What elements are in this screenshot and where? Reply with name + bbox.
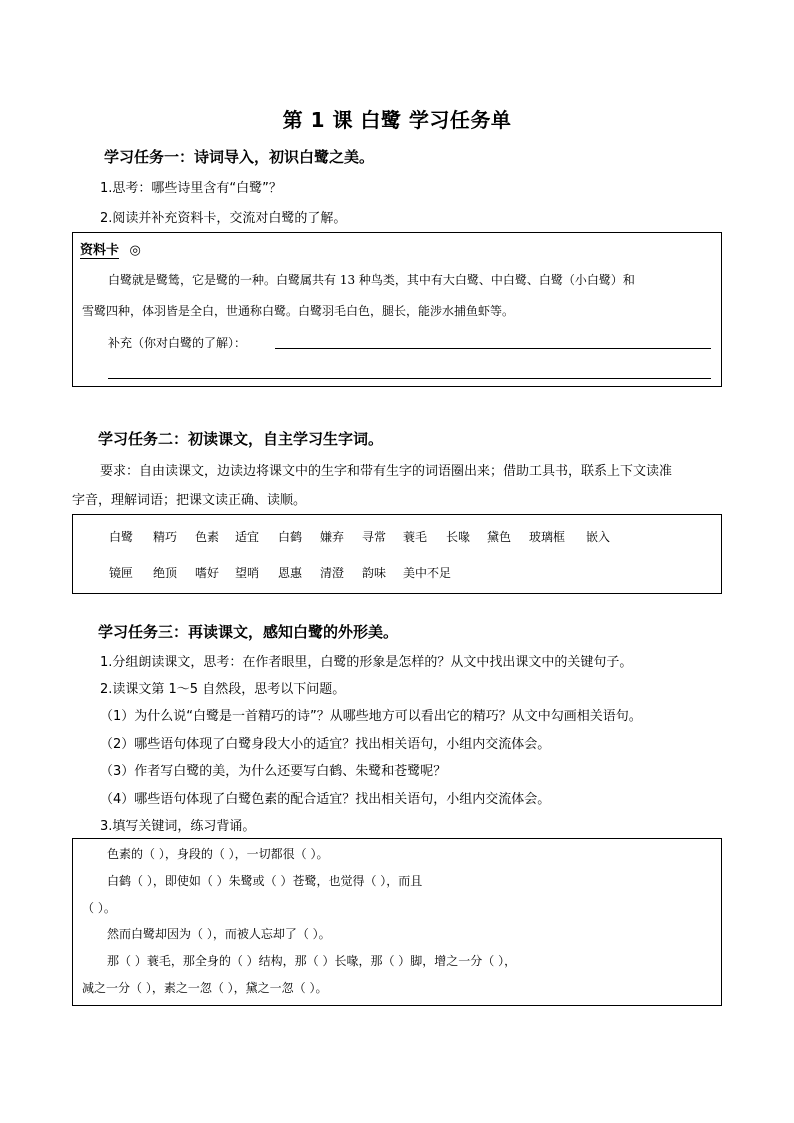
task3-question-2: 2.读课文第 1～5 自然段，思考以下问题。 xyxy=(100,682,346,697)
fill-line-5[interactable]: 那（ ）蓑毛，那全身的（ ）结构，那（ ）长喙，那（ ）脚，增之一分（ ）， xyxy=(107,954,517,968)
vocab-word: 长喙 xyxy=(446,530,471,544)
task2-requirement-2: 字音，理解词语；把课文读正确、读顺。 xyxy=(72,493,307,508)
vocab-box xyxy=(72,514,722,594)
task3-question-1: 1.分组朗读课文，思考：在作者眼里，白鹭的形象是怎样的？从文中找出课文中的关键句子。 xyxy=(100,655,633,670)
task1-question-2: 2.阅读并补充资料卡，交流对白鹭的了解。 xyxy=(100,211,347,226)
vocab-word: 绝顶 xyxy=(153,566,178,580)
task1-question-1: 1.思考：哪些诗里含有“白鹭”？ xyxy=(100,181,282,196)
fill-line-2[interactable]: 白鹤（ ），即使如（ ）朱鹭或（ ）苍鹭，也觉得（ ），而且 xyxy=(107,874,423,888)
vocab-word: 清澄 xyxy=(320,566,345,580)
vocab-word: 嵌入 xyxy=(586,530,611,544)
fill-in-box xyxy=(72,838,722,1006)
info-card-text-2: 雪鹭四种，体羽皆是全白，世通称白鹭。白鹭羽毛白色，腿长，能涉水捕鱼虾等。 xyxy=(82,304,515,318)
vocab-word: 望哨 xyxy=(235,566,260,580)
vocab-word: 寻常 xyxy=(362,530,387,544)
vocab-word: 玻璃框 xyxy=(529,530,566,544)
info-card-text-1: 白鹭就是鹭鸶，它是鹭的一种。白鹭属共有 13 种鸟类，其中有大白鹭、中白鹭、白鹭（小白鹭）和 xyxy=(108,273,635,287)
vocab-word: 蓑毛 xyxy=(403,530,428,544)
fill-line-3[interactable]: （ ）。 xyxy=(82,901,116,915)
vocab-word: 嗜好 xyxy=(195,566,220,580)
task1-heading: 学习任务一：诗词导入，初识白鹭之美。 xyxy=(104,148,375,166)
vocab-word: 白鹤 xyxy=(278,530,303,544)
task3-subquestion-2: （2）哪些语句体现了白鹭身段大小的适宜？找出相关语句，小组内交流体会。 xyxy=(100,737,551,752)
info-card-label: 资料卡 xyxy=(80,243,120,258)
task3-heading: 学习任务三：再读课文，感知白鹭的外形美。 xyxy=(98,623,399,641)
vocab-word: 适宜 xyxy=(235,530,260,544)
task3-subquestion-1: （1）为什么说“白鹭是一首精巧的诗”？从哪些地方可以看出它的精巧？从文中勾画相关语句。 xyxy=(100,709,642,724)
task3-subquestion-4: （4）哪些语句体现了白鹭色素的配合适宜？找出相关语句，小组内交流体会。 xyxy=(100,792,551,807)
info-card xyxy=(72,232,722,387)
vocab-word: 精巧 xyxy=(153,530,178,544)
fill-line-4[interactable]: 然而白鹭却因为（ ），而被人忘却了（ ）。 xyxy=(107,927,331,941)
vocab-word: 美中不足 xyxy=(403,566,452,580)
supplement-label: 补充（你对白鹭的了解）： xyxy=(108,336,247,350)
task3-question-3: 3.填写关键词，练习背诵。 xyxy=(100,819,256,834)
vocab-word: 恩惠 xyxy=(278,566,303,580)
fill-line-6[interactable]: 减之一分（ ），素之一忽（ ），黛之一忽（ ）。 xyxy=(82,981,328,995)
vocab-word: 色素 xyxy=(195,530,220,544)
vocab-word: 镜匣 xyxy=(109,566,134,580)
target-icon: ◎ xyxy=(129,243,141,258)
task3-subquestion-3: （3）作者写白鹭的美，为什么还要写白鹤、朱鹭和苍鹭呢？ xyxy=(100,764,447,779)
vocab-word: 白鹭 xyxy=(109,530,134,544)
task2-requirement-1: 要求：自由读课文，边读边将课文中的生字和带有生字的词语圈出来；借助工具书，联系上下文读准 xyxy=(100,464,673,479)
supplement-line-1[interactable] xyxy=(275,348,711,349)
info-card-header xyxy=(80,239,141,258)
vocab-word: 嫌弃 xyxy=(320,530,345,544)
supplement-line-2[interactable] xyxy=(108,378,711,379)
task2-heading: 学习任务二：初读课文，自主学习生字词。 xyxy=(98,430,384,448)
page-title: 第 1 课 白鹭 学习任务单 xyxy=(282,108,512,132)
vocab-word: 韵味 xyxy=(362,566,387,580)
fill-line-1[interactable]: 色素的（ ），身段的（ ），一切都很（ ）。 xyxy=(107,847,329,861)
vocab-word: 黛色 xyxy=(487,530,512,544)
